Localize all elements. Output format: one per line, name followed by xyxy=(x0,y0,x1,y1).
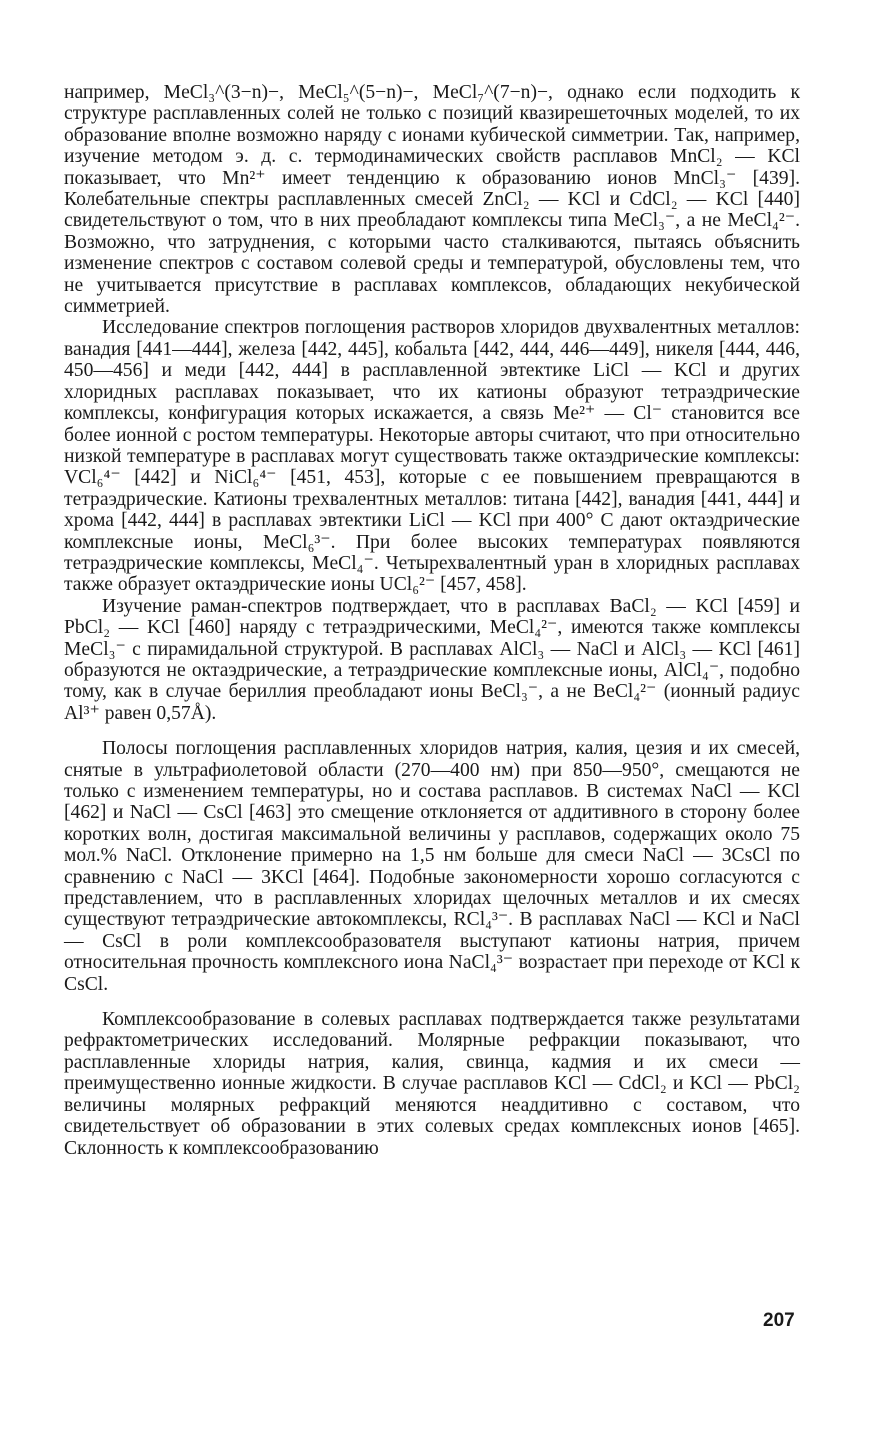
paragraph-2: Исследование спектров поглощения растворов хлоридов двухвалентных металлов: ванадия [441—444], железа [442, 445], кобальта [442, 444, 446—449], никеля [444, 446, 450—456] и меди [442, 444] в расплавленной эвтектике LiCl — KCl и других хлоридных расплавах показывает, что их катионы образуют тетраэдрические комплексы, конфигурация которых искажается, а связь Me²⁺ — Cl⁻ становится все более ионной с ростом температуры. Некоторые авторы считают, что при относительно низкой температуре в расплавах могут существовать также октаэдрические комплексы: VCl₆⁴⁻ [442] и NiCl₆⁴⁻ [451, 453], которые с ее повышением превращаются в тетраэдрические. Катионы трехвалентных металлов: титана [442], ванадия [441, 444] и хрома [442, 444] в расплавах эвтектики LiCl — KCl при 400° C дают октаэдрические комплексные ионы, MeCl₆³⁻. При более высоких температурах появляются тетраэдрические комплексы, MeCl₄⁻. Четырехвалентный уран в хлоридных расплавах также образует октаэдрические ионы UCl₆²⁻ [457, 458]. xyxy=(64,317,800,596)
paragraph-4: Полосы поглощения расплавленных хлоридов натрия, калия, цезия и их смесей, снятые в ультрафиолетовой области (270—400 нм) при 850—950°, смещаются не только с изменением температуры, но и состава расплавов. В системах NaCl — KCl [462] и NaCl — CsCl [463] это смещение отклоняется от аддитивного в сторону более коротких волн, достигая максимальной величины у расплавов, содержащих около 75 мол.% NaCl. Отклонение примерно на 1,5 нм больше для смеси NaCl — 3CsCl по сравнению с NaCl — 3KCl [464]. Подобные закономерности хорошо согласуются с представлением, что в расплавленных хлоридах щелочных металлов и их смесях существуют тетраэдрические автокомплексы, RCl₄³⁻. В расплавах NaCl — KCl и NaCl — CsCl в роли комплексообразователя выступают катионы натрия, причем относительная прочность комплексного иона NaCl₄³⁻ возрастает при переходе от KCl к CsCl. xyxy=(64,738,800,995)
paragraph-1: например, MeCl₃^(3−n)−, MeCl₅^(5−n)−, MeCl₇^(7−n)−, однако если подходить к структуре расплавленных солей не только с позиций квазирешеточных моделей, то их образование вполне возможно наряду с ионами кубической симметрии. Так, например, изучение методом э. д. с. термодинамических свойств расплавов MnCl₂ — KCl показывает, что Mn²⁺ имеет тенденцию к образованию ионов MnCl₃⁻ [439]. Колебательные спектры расплавленных смесей ZnCl₂ — KCl и CdCl₂ — KCl [440] свидетельствуют о том, что в них преобладают комплексы типа MeCl₃⁻, а не MeCl₄²⁻. Возможно, что затруднения, с которыми часто сталкиваются, пытаясь объяснить изменение спектров с составом солевой среды и температурой, обусловлены тем, что не учитывается присутствие в расплавах комплексов, обладающих некубической симметрией. xyxy=(64,82,800,318)
paragraph-5: Комплексообразование в солевых расплавах подтверждается также результатами рефрактометрических исследований. Молярные рефракции показывают, что расплавленные хлориды натрия, калия, свинца, кадмия и их смеси — преимущественно ионные жидкости. В случае расплавов KCl — CdCl₂ и KCl — PbCl₂ величины молярных рефракций меняются неаддитивно с составом, что свидетельствует об образовании в этих солевых средах комплексных ионов [465]. Склонность к комплексообразованию xyxy=(64,1009,800,1159)
page-number: 207 xyxy=(763,1310,795,1331)
page-body xyxy=(64,82,800,1159)
paragraph-3: Изучение раман-спектров подтверждает, что в расплавах BaCl₂ — KCl [459] и PbCl₂ — KCl [460] наряду с тетраэдрическими, MeCl₄²⁻, имеются также комплексы MeCl₃⁻ с пирамидальной структурой. В расплавах AlCl₃ — NaCl и AlCl₃ — KCl [461] образуются не октаэдрические, а тетраэдрические комплексные ионы, AlCl₄⁻, подобно тому, как в случае бериллия преобладают ионы BeCl₃⁻, а не BeCl₄²⁻ (ионный радиус Al³⁺ равен 0,57Å). xyxy=(64,595,800,724)
